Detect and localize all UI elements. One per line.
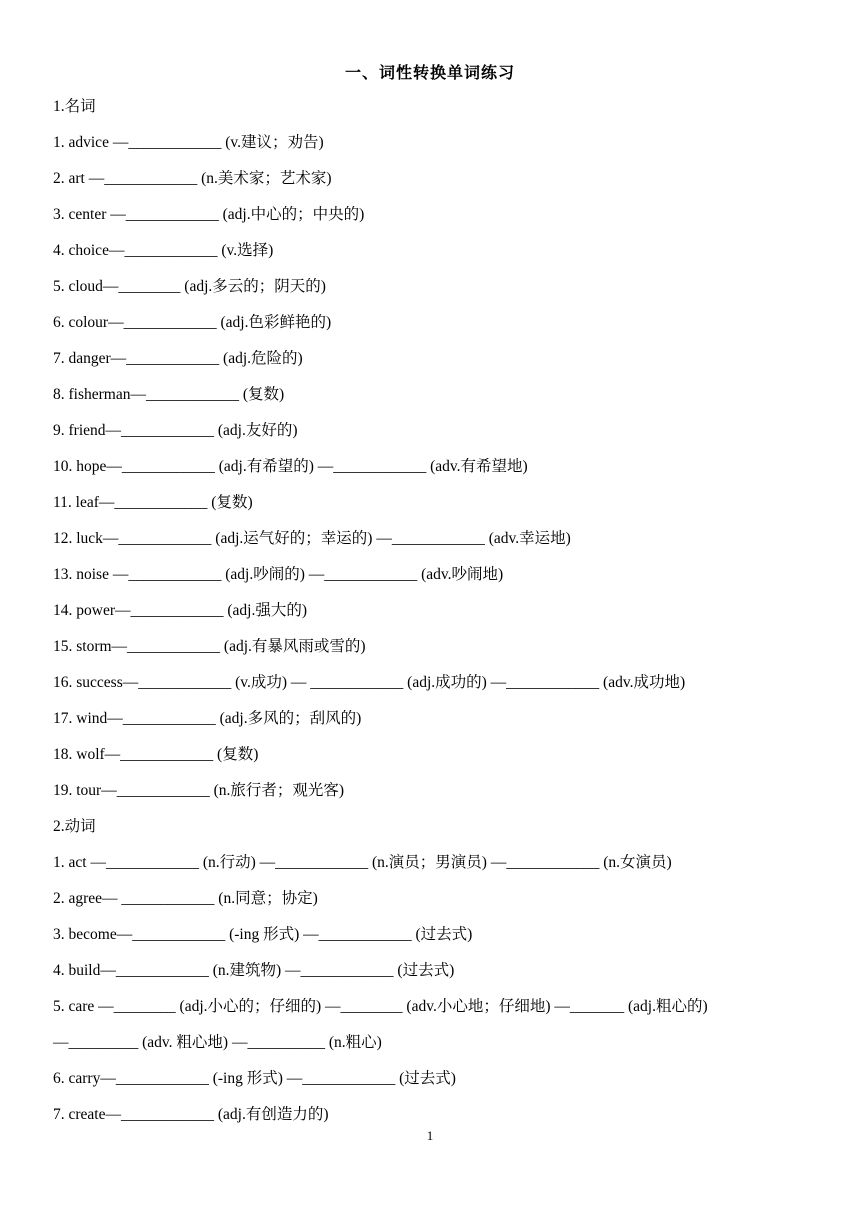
exercise-line: 1. advice —____________ (v.建议；劝告) <box>53 134 324 151</box>
exercise-line: 9. friend—____________ (adj.友好的) <box>53 422 298 439</box>
exercise-line: —_________ (adv. 粗心地) —__________ (n.粗心) <box>53 1034 382 1051</box>
exercise-line: 6. carry—____________ (-ing 形式) —____________ (过去式) <box>53 1070 456 1087</box>
exercise-line: 1. act —____________ (n.行动) —____________ (n.演员；男演员) —____________ (n.女演员) <box>53 854 672 871</box>
exercise-line: 14. power—____________ (adj.强大的) <box>53 602 307 619</box>
exercise-line: 7. danger—____________ (adj.危险的) <box>53 350 303 367</box>
exercise-line: 8. fisherman—____________ (复数) <box>53 386 285 403</box>
page-number: 1 <box>426 1128 434 1143</box>
exercise-line: 19. tour—____________ (n.旅行者；观光客) <box>53 782 345 799</box>
exercise-line: 5. cloud—________ (adj.多云的；阴天的) <box>53 278 326 295</box>
exercise-line: 4. choice—____________ (v.选择) <box>53 242 274 259</box>
exercise-line: 3. center —____________ (adj.中心的；中央的) <box>53 206 365 223</box>
exercise-list <box>53 95 833 1139</box>
exercise-line: 17. wind—____________ (adj.多风的；刮风的) <box>53 710 362 727</box>
exercise-line: 2.动词 <box>53 818 96 835</box>
exercise-line: 2. agree— ____________ (n.同意；协定) <box>53 890 318 907</box>
exercise-line: 12. luck—____________ (adj.运气好的；幸运的) —____________ (adv.幸运地) <box>53 530 571 547</box>
page-title: 一、词性转换单词练习 <box>344 65 515 82</box>
exercise-line: 1.名词 <box>53 98 96 115</box>
exercise-line: 4. build—____________ (n.建筑物) —____________ (过去式) <box>53 962 455 979</box>
exercise-line: 13. noise —____________ (adj.吵闹的) —____________ (adv.吵闹地) <box>53 566 504 583</box>
exercise-line: 18. wolf—____________ (复数) <box>53 746 259 763</box>
exercise-line: 7. create—____________ (adj.有创造力的) <box>53 1106 329 1123</box>
exercise-line: 11. leaf—____________ (复数) <box>53 494 253 511</box>
exercise-line: 5. care —________ (adj.小心的；仔细的) —________ (adv.小心地；仔细地) —_______ (adj.粗心的) <box>53 998 708 1015</box>
exercise-line: 3. become—____________ (-ing 形式) —____________ (过去式) <box>53 926 473 943</box>
exercise-line: 16. success—____________ (v.成功) — ____________ (adj.成功的) —____________ (adv.成功地) <box>53 674 686 691</box>
exercise-line: 10. hope—____________ (adj.有希望的) —____________ (adv.有希望地) <box>53 458 528 475</box>
exercise-line: 6. colour—____________ (adj.色彩鲜艳的) <box>53 314 332 331</box>
exercise-line: 2. art —____________ (n.美术家；艺术家) <box>53 170 332 187</box>
exercise-line: 15. storm—____________ (adj.有暴风雨或雪的) <box>53 638 366 655</box>
